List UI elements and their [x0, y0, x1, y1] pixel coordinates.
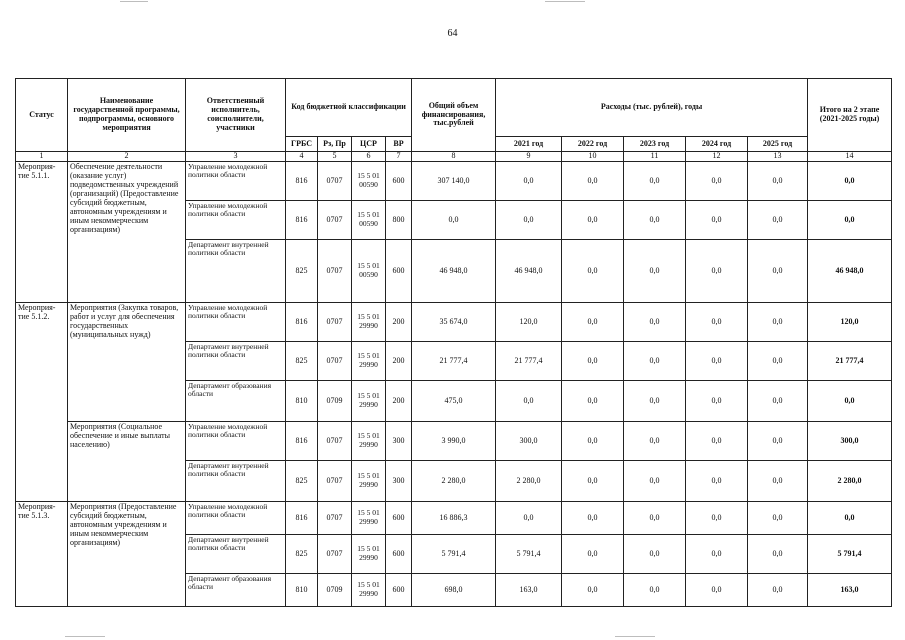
- stage-total-cell: 21 777,4: [808, 342, 892, 381]
- year-2021-cell: 2 280,0: [496, 461, 562, 502]
- vr-cell: 300: [386, 422, 412, 461]
- header-2022: 2022 год: [562, 137, 624, 152]
- stage-total-cell: 163,0: [808, 574, 892, 607]
- responsible-cell: Департамент внутренней политики области: [186, 535, 286, 574]
- year-2024-cell: 0,0: [686, 201, 748, 240]
- year-2024-cell: 0,0: [686, 502, 748, 535]
- year-2022-cell: 0,0: [562, 535, 624, 574]
- rzpr-cell: 0707: [318, 201, 352, 240]
- stage-total-cell: 5 791,4: [808, 535, 892, 574]
- stage-total-cell: 2 280,0: [808, 461, 892, 502]
- year-2025-cell: 0,0: [748, 535, 808, 574]
- csr-cell: 15 5 01 29990: [352, 461, 386, 502]
- column-number: 6: [352, 152, 386, 162]
- column-number: 13: [748, 152, 808, 162]
- header-total-volume: Общий объем финансирования, тыс.рублей: [412, 79, 496, 152]
- total-volume-cell: 3 990,0: [412, 422, 496, 461]
- year-2023-cell: 0,0: [624, 201, 686, 240]
- total-volume-cell: 46 948,0: [412, 240, 496, 303]
- year-2023-cell: 0,0: [624, 342, 686, 381]
- year-2022-cell: 0,0: [562, 574, 624, 607]
- column-number: 10: [562, 152, 624, 162]
- rzpr-cell: 0709: [318, 574, 352, 607]
- year-2022-cell: 0,0: [562, 381, 624, 422]
- csr-cell: 15 5 01 29990: [352, 422, 386, 461]
- year-2025-cell: 0,0: [748, 201, 808, 240]
- scan-edge-top-right: [545, 1, 585, 2]
- csr-cell: 15 5 01 29990: [352, 502, 386, 535]
- year-2025-cell: 0,0: [748, 342, 808, 381]
- year-2024-cell: 0,0: [686, 422, 748, 461]
- year-2021-cell: 300,0: [496, 422, 562, 461]
- responsible-cell: Департамент образования области: [186, 574, 286, 607]
- vr-cell: 300: [386, 461, 412, 502]
- table-row: [16, 162, 892, 201]
- vr-cell: 600: [386, 574, 412, 607]
- year-2021-cell: 21 777,4: [496, 342, 562, 381]
- grbs-cell: 825: [286, 342, 318, 381]
- status-cell: Мероприя-тие 5.1.2.: [16, 303, 68, 502]
- year-2021-cell: 0,0: [496, 381, 562, 422]
- total-volume-cell: 21 777,4: [412, 342, 496, 381]
- responsible-cell: Департамент внутренней политики области: [186, 240, 286, 303]
- year-2024-cell: 0,0: [686, 342, 748, 381]
- header-vr: ВР: [386, 137, 412, 152]
- rzpr-cell: 0707: [318, 240, 352, 303]
- total-volume-cell: 5 791,4: [412, 535, 496, 574]
- year-2021-cell: 5 791,4: [496, 535, 562, 574]
- column-number: 2: [68, 152, 186, 162]
- grbs-cell: 816: [286, 422, 318, 461]
- table-row: [16, 422, 892, 461]
- year-2024-cell: 0,0: [686, 574, 748, 607]
- vr-cell: 200: [386, 303, 412, 342]
- stage-total-cell: 300,0: [808, 422, 892, 461]
- year-2025-cell: 0,0: [748, 240, 808, 303]
- vr-cell: 200: [386, 381, 412, 422]
- year-2021-cell: 120,0: [496, 303, 562, 342]
- stage-total-cell: 0,0: [808, 201, 892, 240]
- year-2025-cell: 0,0: [748, 381, 808, 422]
- year-2025-cell: 0,0: [748, 502, 808, 535]
- grbs-cell: 816: [286, 303, 318, 342]
- column-number: 8: [412, 152, 496, 162]
- year-2024-cell: 0,0: [686, 303, 748, 342]
- page-number: 64: [447, 28, 458, 39]
- table-row: [16, 502, 892, 535]
- header-budget-code: Код бюджетной классификации: [286, 79, 412, 137]
- year-2024-cell: 0,0: [686, 535, 748, 574]
- year-2022-cell: 0,0: [562, 240, 624, 303]
- grbs-cell: 810: [286, 381, 318, 422]
- csr-cell: 15 5 01 29990: [352, 303, 386, 342]
- column-number: 5: [318, 152, 352, 162]
- total-volume-cell: 35 674,0: [412, 303, 496, 342]
- status-cell: Мероприя-тие 5.1.3.: [16, 502, 68, 607]
- year-2021-cell: 0,0: [496, 201, 562, 240]
- total-volume-cell: 698,0: [412, 574, 496, 607]
- year-2024-cell: 0,0: [686, 461, 748, 502]
- year-2023-cell: 0,0: [624, 422, 686, 461]
- year-2021-cell: 0,0: [496, 502, 562, 535]
- grbs-cell: 810: [286, 574, 318, 607]
- column-number: 11: [624, 152, 686, 162]
- stage-total-cell: 46 948,0: [808, 240, 892, 303]
- csr-cell: 15 5 01 29990: [352, 381, 386, 422]
- grbs-cell: 825: [286, 535, 318, 574]
- header-name: Наименование государственной программы, подпрограммы, основного мероприятия: [68, 79, 186, 152]
- column-number: 7: [386, 152, 412, 162]
- csr-cell: 15 5 01 29990: [352, 535, 386, 574]
- event-name-cell: Мероприятия (Закупка товаров, работ и услуг для обеспечения государственных (муниципальных нужд): [68, 303, 186, 422]
- grbs-cell: 825: [286, 461, 318, 502]
- responsible-cell: Департамент внутренней политики области: [186, 342, 286, 381]
- responsible-cell: Управление молодежной политики области: [186, 201, 286, 240]
- rzpr-cell: 0707: [318, 422, 352, 461]
- year-2025-cell: 0,0: [748, 574, 808, 607]
- header-2025: 2025 год: [748, 137, 808, 152]
- stage-total-cell: 0,0: [808, 502, 892, 535]
- column-number: 12: [686, 152, 748, 162]
- year-2023-cell: 0,0: [624, 240, 686, 303]
- year-2025-cell: 0,0: [748, 461, 808, 502]
- event-name-cell: Мероприятия (Социальное обеспечение и иные выплаты населению): [68, 422, 186, 502]
- rzpr-cell: 0709: [318, 381, 352, 422]
- rzpr-cell: 0707: [318, 342, 352, 381]
- responsible-cell: Департамент внутренней политики области: [186, 461, 286, 502]
- status-cell: Мероприя-тие 5.1.1.: [16, 162, 68, 303]
- year-2022-cell: 0,0: [562, 422, 624, 461]
- year-2023-cell: 0,0: [624, 461, 686, 502]
- grbs-cell: 825: [286, 240, 318, 303]
- year-2021-cell: 0,0: [496, 162, 562, 201]
- responsible-cell: Управление молодежной политики области: [186, 422, 286, 461]
- event-name-cell: Мероприятия (Предоставление субсидий бюджетным, автономным учреждениям и иным некоммерческим организациям): [68, 502, 186, 607]
- vr-cell: 600: [386, 502, 412, 535]
- rzpr-cell: 0707: [318, 461, 352, 502]
- event-name-cell: Обеспечение деятельности (оказание услуг) подведомственных учреждений (организаций) (Предоставление субсидий бюджетным, автономным учреждениям и иным некоммерческим организациям): [68, 162, 186, 303]
- total-volume-cell: 2 280,0: [412, 461, 496, 502]
- total-volume-cell: 16 886,3: [412, 502, 496, 535]
- responsible-cell: Управление молодежной политики области: [186, 303, 286, 342]
- table-row: [16, 303, 892, 342]
- year-2023-cell: 0,0: [624, 162, 686, 201]
- vr-cell: 600: [386, 535, 412, 574]
- column-number-row: [16, 152, 892, 162]
- year-2023-cell: 0,0: [624, 381, 686, 422]
- year-2023-cell: 0,0: [624, 303, 686, 342]
- stage-total-cell: 0,0: [808, 381, 892, 422]
- header-csr: ЦСР: [352, 137, 386, 152]
- year-2023-cell: 0,0: [624, 535, 686, 574]
- year-2022-cell: 0,0: [562, 461, 624, 502]
- header-expenses: Расходы (тыс. рублей), годы: [496, 79, 808, 137]
- total-volume-cell: 475,0: [412, 381, 496, 422]
- rzpr-cell: 0707: [318, 502, 352, 535]
- column-number: 4: [286, 152, 318, 162]
- column-number: 9: [496, 152, 562, 162]
- vr-cell: 800: [386, 201, 412, 240]
- vr-cell: 200: [386, 342, 412, 381]
- year-2022-cell: 0,0: [562, 502, 624, 535]
- year-2022-cell: 0,0: [562, 162, 624, 201]
- header-status: Статус: [16, 79, 68, 152]
- year-2025-cell: 0,0: [748, 303, 808, 342]
- rzpr-cell: 0707: [318, 162, 352, 201]
- stage-total-cell: 0,0: [808, 162, 892, 201]
- header-total-stage: Итого на 2 этапе (2021-2025 годы): [808, 79, 892, 152]
- year-2024-cell: 0,0: [686, 381, 748, 422]
- year-2024-cell: 0,0: [686, 240, 748, 303]
- csr-cell: 15 5 01 00590: [352, 240, 386, 303]
- year-2022-cell: 0,0: [562, 342, 624, 381]
- scan-edge-bottom-left: [65, 636, 105, 637]
- vr-cell: 600: [386, 162, 412, 201]
- total-volume-cell: 0,0: [412, 201, 496, 240]
- column-number: 14: [808, 152, 892, 162]
- year-2023-cell: 0,0: [624, 502, 686, 535]
- year-2022-cell: 0,0: [562, 201, 624, 240]
- grbs-cell: 816: [286, 162, 318, 201]
- responsible-cell: Управление молодежной политики области: [186, 162, 286, 201]
- budget-table: [15, 78, 892, 607]
- year-2025-cell: 0,0: [748, 162, 808, 201]
- header-2024: 2024 год: [686, 137, 748, 152]
- rzpr-cell: 0707: [318, 303, 352, 342]
- header-responsible: Ответственный исполнитель, соисполнители, участники: [186, 79, 286, 152]
- year-2022-cell: 0,0: [562, 303, 624, 342]
- stage-total-cell: 120,0: [808, 303, 892, 342]
- scan-edge-bottom-right: [615, 636, 655, 637]
- csr-cell: 15 5 01 29990: [352, 574, 386, 607]
- csr-cell: 15 5 01 29990: [352, 342, 386, 381]
- header-rzpr: Рз, Пр: [318, 137, 352, 152]
- grbs-cell: 816: [286, 502, 318, 535]
- total-volume-cell: 307 140,0: [412, 162, 496, 201]
- grbs-cell: 816: [286, 201, 318, 240]
- rzpr-cell: 0707: [318, 535, 352, 574]
- header-2021: 2021 год: [496, 137, 562, 152]
- responsible-cell: Департамент образования области: [186, 381, 286, 422]
- year-2024-cell: 0,0: [686, 162, 748, 201]
- column-number: 3: [186, 152, 286, 162]
- year-2021-cell: 46 948,0: [496, 240, 562, 303]
- year-2025-cell: 0,0: [748, 422, 808, 461]
- header-2023: 2023 год: [624, 137, 686, 152]
- csr-cell: 15 5 01 00590: [352, 201, 386, 240]
- scan-edge-top-left: [120, 1, 148, 2]
- vr-cell: 600: [386, 240, 412, 303]
- column-number: 1: [16, 152, 68, 162]
- header-grbs: ГРБС: [286, 137, 318, 152]
- responsible-cell: Управление молодежной политики области: [186, 502, 286, 535]
- year-2021-cell: 163,0: [496, 574, 562, 607]
- csr-cell: 15 5 01 00590: [352, 162, 386, 201]
- year-2023-cell: 0,0: [624, 574, 686, 607]
